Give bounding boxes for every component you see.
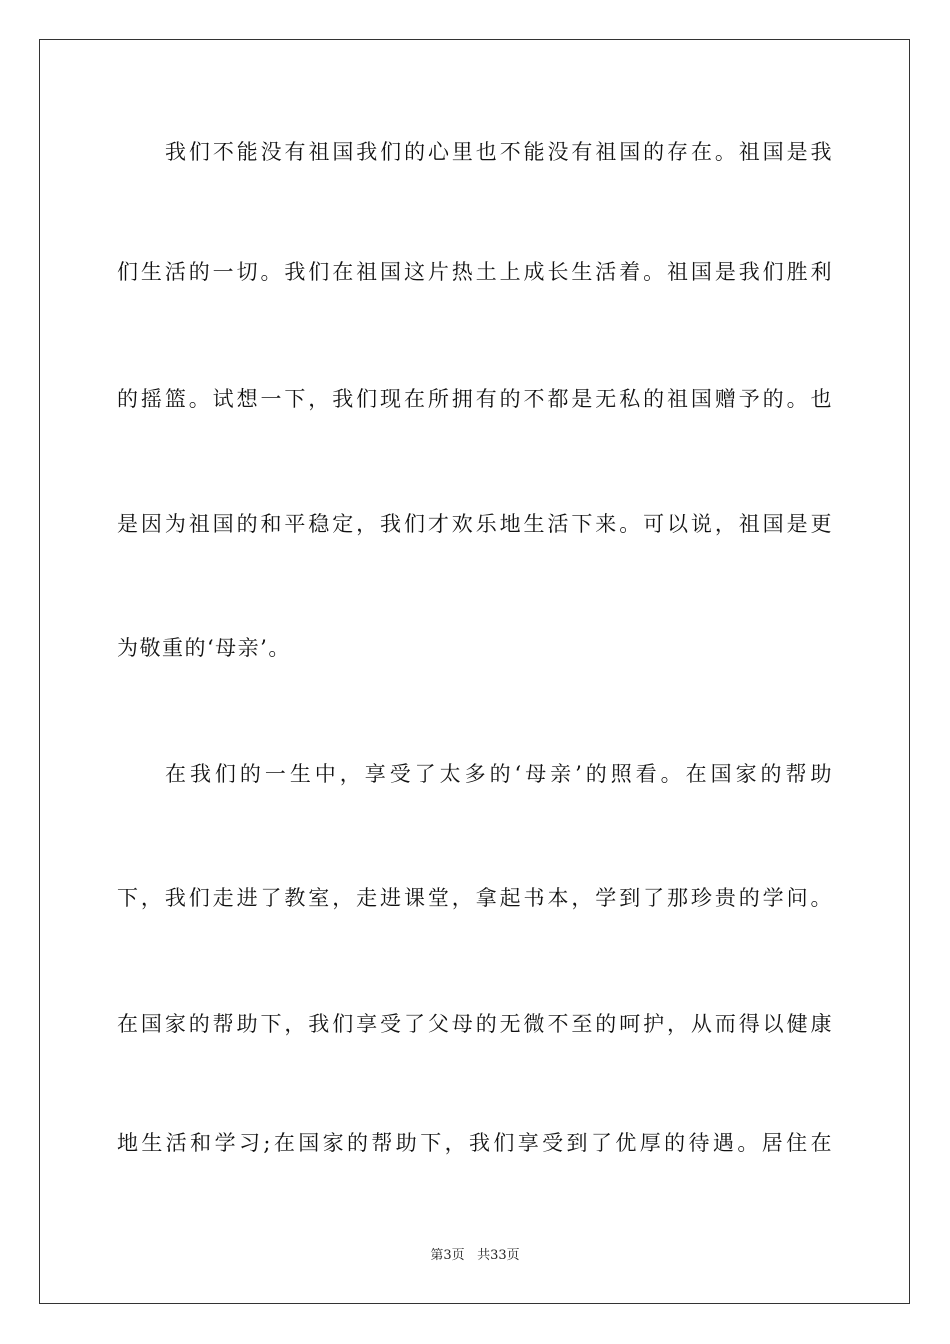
paragraph-2-line-2: 下，我们走进了教室，走进课堂，拿起书本，学到了那珍贵的学问。 <box>117 886 833 910</box>
paragraph-1-line-4: 是因为祖国的和平稳定，我们才欢乐地生活下来。可以说，祖国是更 <box>117 512 833 536</box>
paragraph-1-line-1: 我们不能没有祖国我们的心里也不能没有祖国的存在。祖国是我 <box>165 140 833 164</box>
paragraph-2-line-1: 在我们的一生中，享受了太多的‘母亲’的照看。在国家的帮助 <box>165 762 833 786</box>
paragraph-2-line-4: 地生活和学习;在国家的帮助下，我们享受到了优厚的待遇。居住在 <box>117 1131 833 1155</box>
paragraph-1-line-2: 们生活的一切。我们在祖国这片热土上成长生活着。祖国是我们胜利 <box>117 260 833 284</box>
page-footer <box>0 1247 950 1265</box>
paragraph-1-line-5: 为敬重的‘母亲’。 <box>117 636 291 660</box>
paragraph-2-line-3: 在国家的帮助下，我们享受了父母的无微不至的呵护，从而得以健康 <box>117 1012 833 1036</box>
total-pages: 共33页 <box>477 1248 520 1263</box>
paragraph-1-line-3: 的摇篮。试想一下，我们现在所拥有的不都是无私的祖国赠予的。也 <box>117 387 833 411</box>
page-frame <box>39 39 910 1304</box>
page-number: 第3页 <box>430 1248 465 1263</box>
